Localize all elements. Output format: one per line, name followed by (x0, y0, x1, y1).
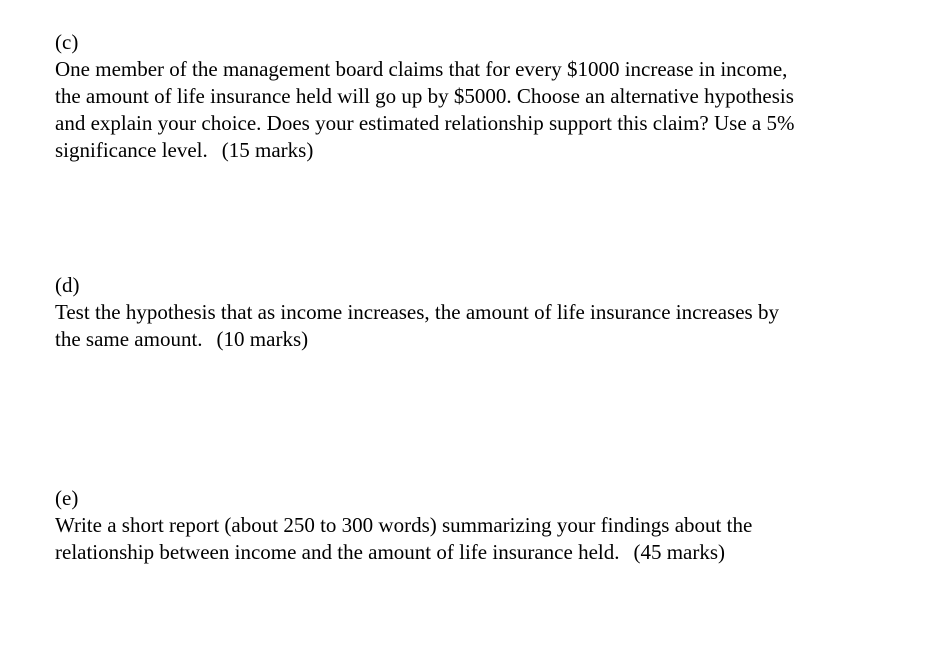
question-d-label: (d) (55, 273, 80, 297)
question-c (55, 29, 915, 164)
question-c-marks: (15 marks) (221, 138, 314, 162)
question-e-label: (e) (55, 486, 79, 510)
question-d-line-2-text: the same amount. (55, 327, 203, 351)
question-d-marks: (10 marks) (216, 327, 309, 351)
question-e-line-2 (55, 539, 915, 566)
question-d-line-1: Test the hypothesis that as income increases, the amount of life insurance increases by (55, 300, 779, 324)
question-c-line-2: the amount of life insurance held will go up by $5000. Choose an alternative hypothesis (55, 84, 794, 108)
question-e-line-2-text: relationship between income and the amount of life insurance held. (55, 540, 620, 564)
question-c-line-3: and explain your choice. Does your estimated relationship support this claim? Use a 5% (55, 111, 795, 135)
question-e-marks: (45 marks) (633, 540, 726, 564)
question-c-line-4-text: significance level. (55, 138, 208, 162)
question-d-line-2 (55, 326, 915, 353)
question-e (55, 485, 915, 566)
question-c-line-1: One member of the management board claims that for every $1000 increase in income, (55, 57, 788, 81)
question-c-label: (c) (55, 30, 79, 54)
question-c-line-4 (55, 137, 915, 164)
question-d (55, 272, 915, 353)
question-e-line-1: Write a short report (about 250 to 300 words) summarizing your findings about the (55, 513, 753, 537)
